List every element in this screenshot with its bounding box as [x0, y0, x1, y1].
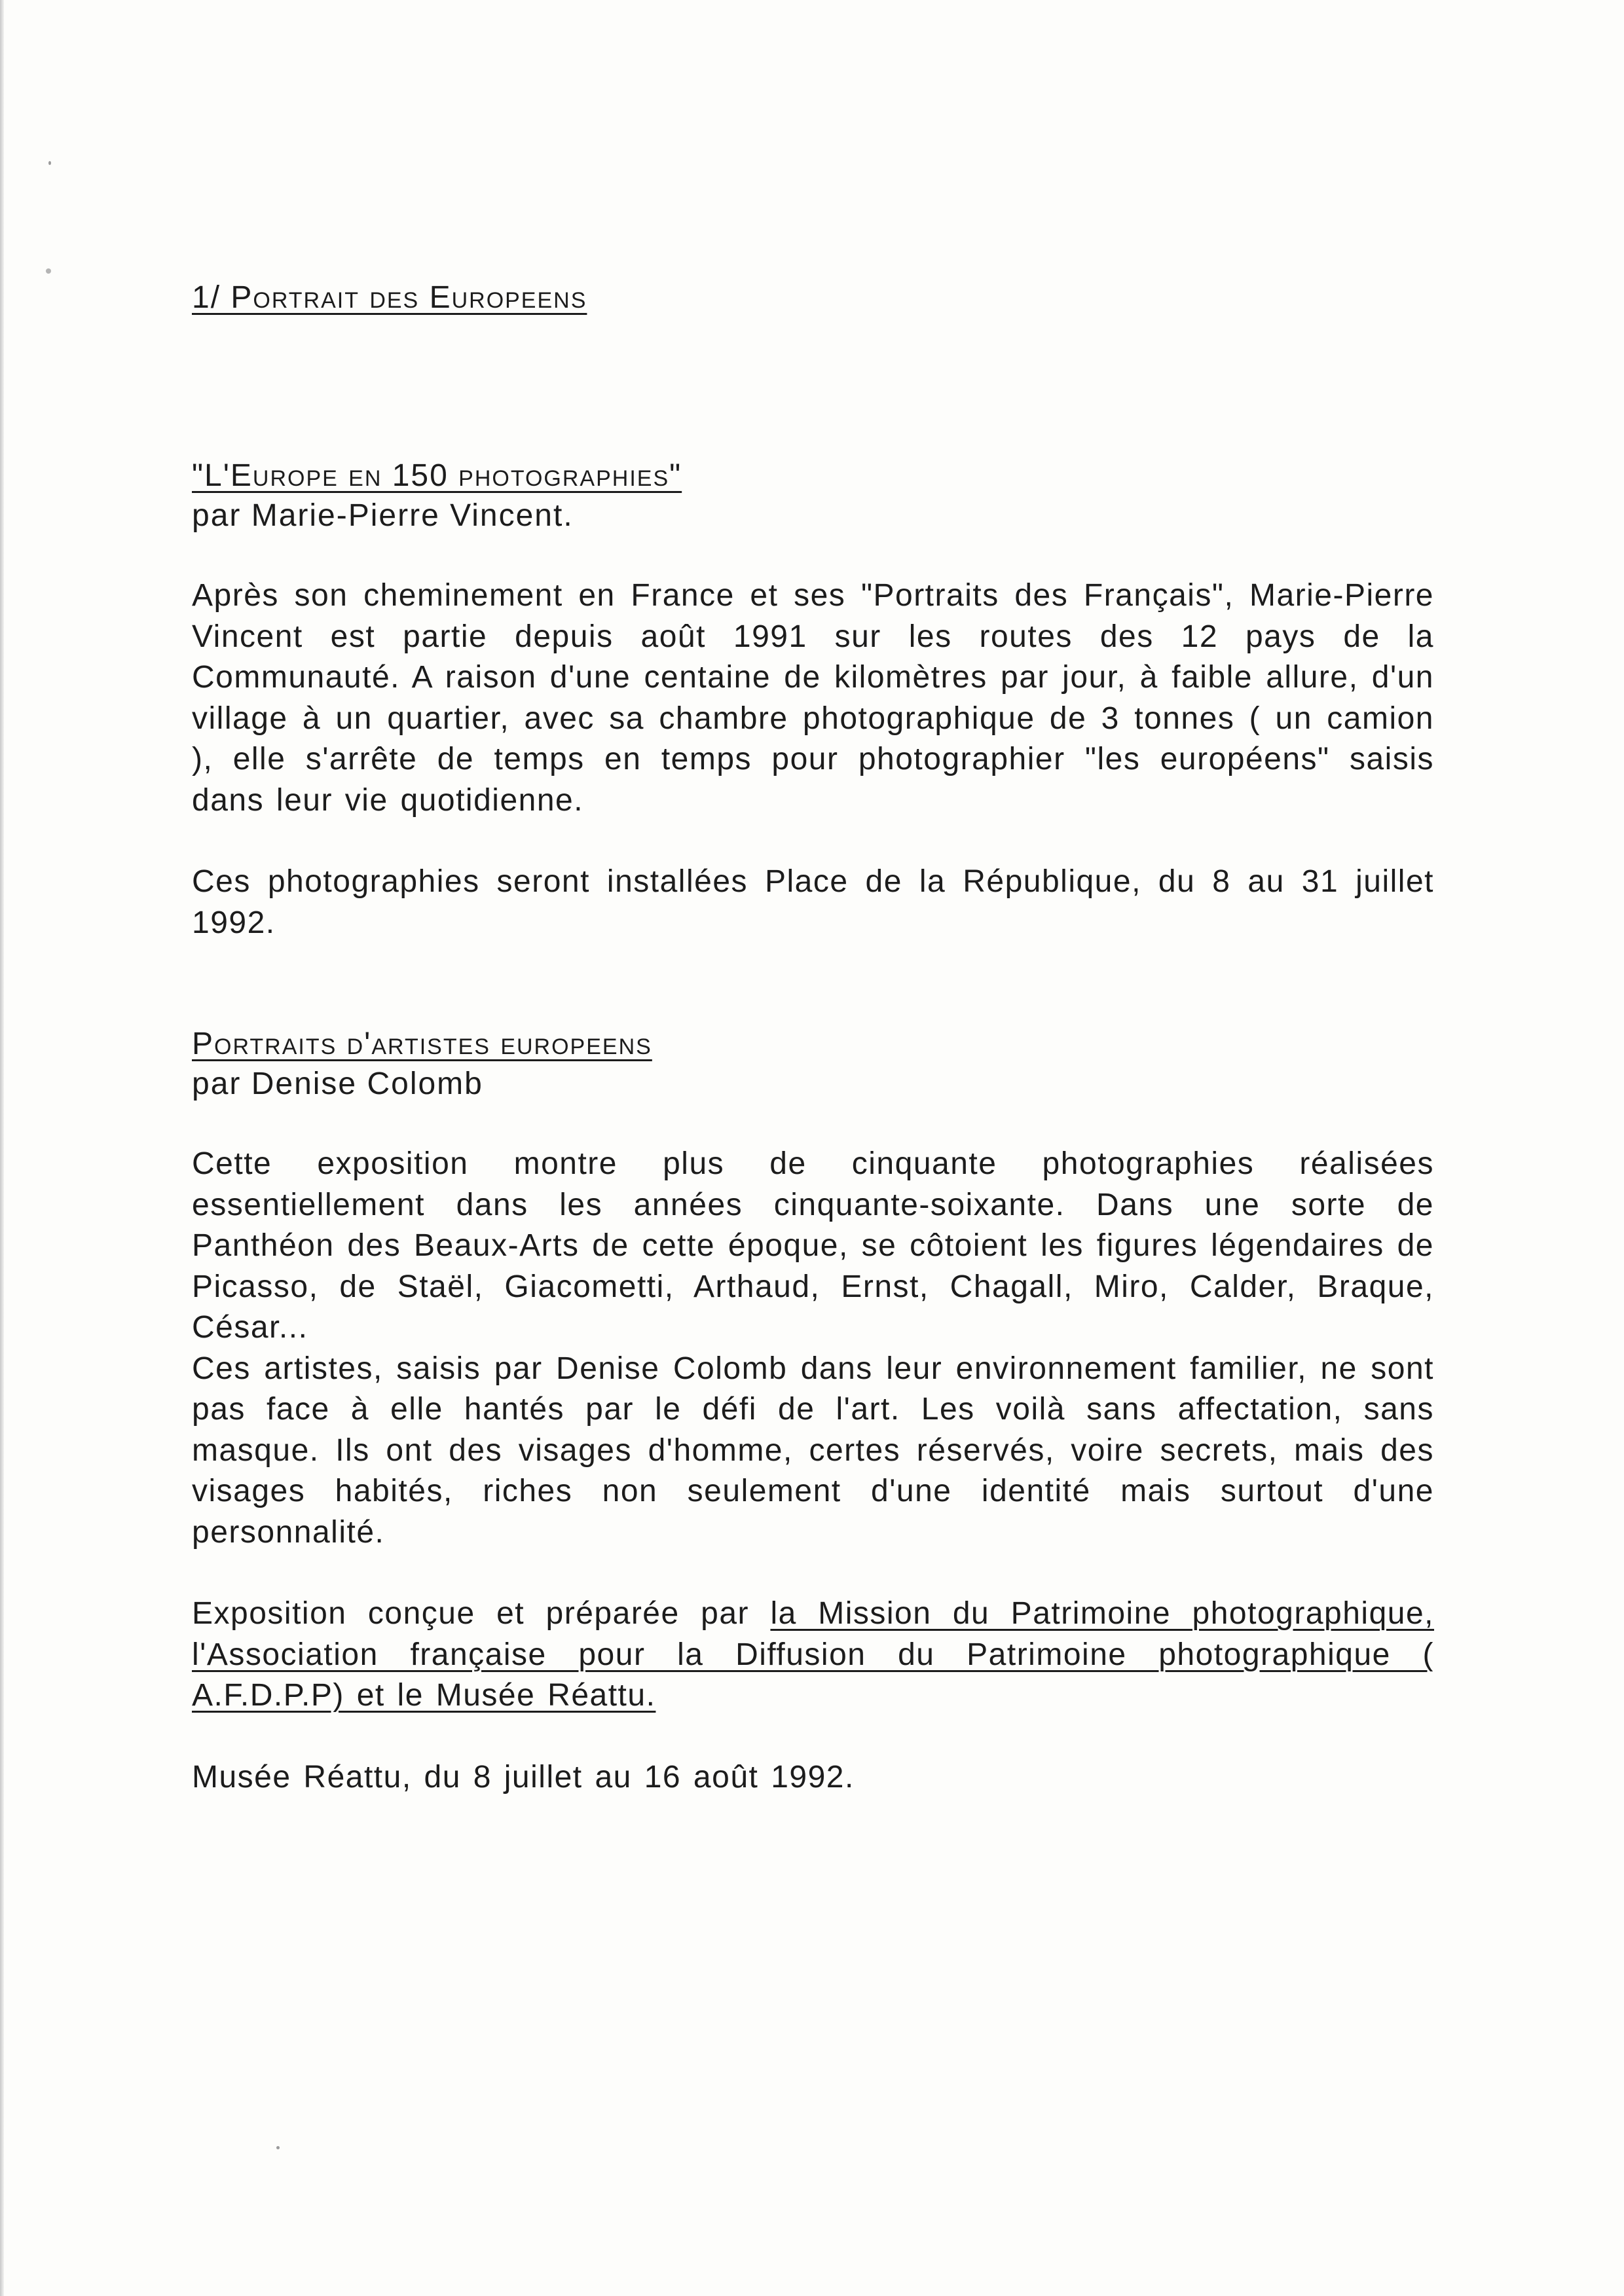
section-title: Portraits d'artistes europeens: [192, 1027, 652, 1061]
document-content: [192, 278, 1434, 1798]
scan-edge: [0, 0, 4, 2296]
section-author: par Denise Colomb: [192, 1066, 483, 1101]
main-title: 1/ Portrait des Europeens: [192, 280, 587, 315]
exhibition-dates: Musée Réattu, du 8 juillet au 16 août 1992.: [192, 1759, 855, 1795]
section-europe-photographies: [192, 456, 1434, 943]
scan-speck: [46, 268, 51, 274]
paragraph: Cette exposition montre plus de cinquante photographies réalisées essentiellement dans les années cinquante-soixante. Dans une sorte de Panthéon des Beaux-Arts de cette époque, se côtoient les figures légendaires de Picasso, de Staël, Giacometti, Arthaud, Ernst, Chagall, Miro, Calder, Braque, César...: [192, 1146, 1434, 1345]
credit-organizations: la Mission du Patrimoine photographique, l'Association française pour la Diffusion du Patrimoine photographique ( A.F.D.P.P) et le Musée Réattu.: [192, 1596, 1435, 1713]
section-title: "L'Europe en 150 photographies": [192, 458, 682, 493]
scan-speck: [276, 2146, 280, 2149]
section-author: par Marie-Pierre Vincent.: [192, 498, 574, 533]
section-portraits-artistes: [192, 1025, 1434, 1798]
scan-speck: [48, 161, 51, 165]
credit-prefix: Exposition conçue et préparée par: [192, 1596, 771, 1631]
credit-paragraph: [192, 1594, 1434, 1717]
paragraph: Ces photographies seront installées Place de la République, du 8 au 31 juillet 1992.: [192, 864, 1434, 940]
paragraph: Ces artistes, saisis par Denise Colomb dans leur environnement familier, ne sont pas face à elle hantés par le défi de l'art. Les voilà sans affectation, sans masque. Ils ont des visages d'homme, certes réservés, voire secrets, mais des visages habités, riches non seulement d'une identité mais surtout d'une personnalité.: [192, 1351, 1434, 1550]
paragraph: Après son cheminement en France et ses "Portraits des Français", Marie-Pierre Vincent est partie depuis août 1991 sur les routes des 12 pays de la Communauté. A raison d'une centaine de kilomètres par jour, à faible allure, d'un village à un quartier, avec sa chambre photographique de 3 tonnes ( un camion ), elle s'arrête de temps en temps pour photographier "les européens" saisis dans leur vie quotidienne.: [192, 578, 1434, 818]
